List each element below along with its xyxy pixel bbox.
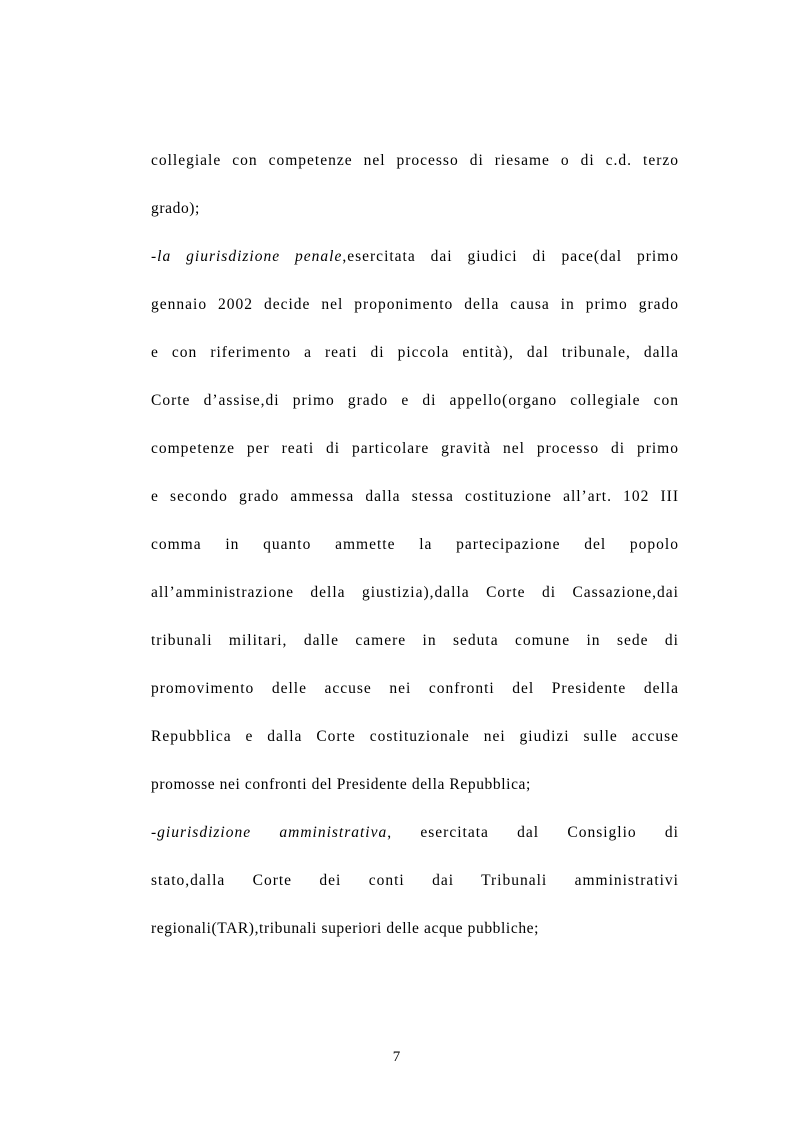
- text-line: e secondo grado ammessa dalla stessa costituzione all’art. 102 III: [151, 488, 679, 505]
- text-run: , esercitata dal Consiglio di: [387, 824, 679, 841]
- text-line: tribunali militari, dalle camere in seduta comune in sede di: [151, 632, 679, 649]
- text-line: regionali(TAR),tribunali superiori delle acque pubbliche;: [151, 920, 540, 937]
- text-run: ,esercitata dai giudici di pace(dal primo: [342, 248, 679, 265]
- text-line: stato,dalla Corte dei conti dai Tribunali amministrativi: [151, 872, 679, 889]
- page-number: 7: [392, 1049, 401, 1065]
- text-line: Repubblica e dalla Corte costituzionale nei giudizi sulle accuse: [151, 728, 679, 745]
- text-line: [151, 247, 679, 267]
- text-line: comma in quanto ammette la partecipazione del popolo: [151, 536, 679, 553]
- text-line: promovimento delle accuse nei confronti del Presidente della: [151, 680, 679, 697]
- text-line: competenze per reati di particolare gravità nel processo di primo: [151, 440, 679, 457]
- text-line: gennaio 2002 decide nel proponimento della causa in primo grado: [151, 296, 679, 313]
- text-line: Corte d’assise,di primo grado e di appello(organo collegiale con: [151, 392, 679, 409]
- italic-term: -giurisdizione amministrativa: [151, 824, 388, 841]
- text-line: collegiale con competenze nel processo di riesame o di c.d. terzo: [151, 152, 679, 169]
- text-line: grado);: [151, 200, 200, 217]
- text-line: e con riferimento a reati di piccola entità), dal tribunale, dalla: [151, 344, 679, 361]
- text-line: all’amministrazione della giustizia),dalla Corte di Cassazione,dai: [151, 584, 679, 601]
- text-line: [151, 823, 679, 843]
- italic-term: -la giurisdizione penale: [151, 248, 343, 265]
- text-line: promosse nei confronti del Presidente della Repubblica;: [151, 776, 531, 793]
